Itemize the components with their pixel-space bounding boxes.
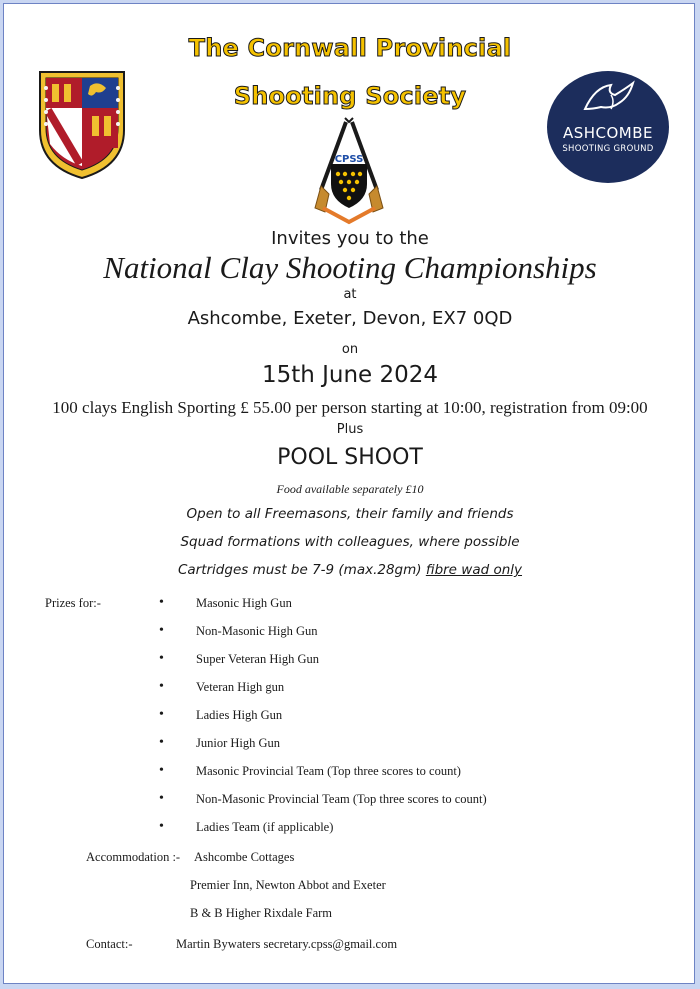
prize-item: Non-Masonic High Gun bbox=[196, 624, 318, 638]
pool-shoot-heading: POOL SHOOT bbox=[277, 445, 423, 470]
cpss-crossed-guns-logo bbox=[313, 116, 385, 228]
prize-item: Ladies High Gun bbox=[196, 708, 283, 722]
event-date: 15th June 2024 bbox=[261, 362, 439, 388]
cartridges-text: Cartridges must be 7-9 (max.28gm) bbox=[177, 562, 426, 578]
society-title-line-2: Shooting Society bbox=[233, 82, 467, 110]
contact-details: Martin Bywaters secretary.cpss@gmail.com bbox=[176, 937, 398, 951]
bullet-icon: • bbox=[159, 595, 164, 610]
on-word: on bbox=[341, 342, 359, 357]
prize-item: Masonic Provincial Team (Top three scores to count) bbox=[196, 764, 461, 778]
society-title-line-1: The Cornwall Provincial bbox=[188, 34, 512, 62]
bullet-icon: • bbox=[159, 735, 164, 750]
prize-item: Non-Masonic Provincial Team (Top three scores to count) bbox=[196, 792, 487, 806]
accommodation-option: B & B Higher Rixdale Farm bbox=[190, 906, 332, 920]
prize-item: Junior High Gun bbox=[196, 736, 281, 750]
at-word: at bbox=[343, 287, 357, 302]
bullet-icon: • bbox=[159, 791, 164, 806]
prizes-label: Prizes for:- bbox=[45, 596, 101, 610]
food-note: Food available separately £10 bbox=[276, 482, 424, 496]
accommodation-label: Accommodation :- bbox=[86, 850, 181, 864]
fibre-wad-note: fibre wad only bbox=[425, 562, 523, 578]
cpss-logo-text: CPSS bbox=[334, 154, 364, 165]
provincial-crest-icon bbox=[36, 68, 128, 180]
price-line: 100 clays English Sporting £ 55.00 per person starting at 10:00, registration from 09:00 bbox=[52, 398, 648, 417]
accommodation-option: Ashcombe Cottages bbox=[194, 850, 295, 864]
bullet-icon: • bbox=[159, 679, 164, 694]
squad-line: Squad formations with colleagues, where possible bbox=[180, 534, 520, 550]
venue-address: Ashcombe, Exeter, Devon, EX7 0QD bbox=[187, 308, 513, 329]
bullet-icon: • bbox=[159, 819, 164, 834]
eagle-icon bbox=[581, 79, 637, 121]
contact-label: Contact:- bbox=[86, 937, 133, 951]
ashcombe-logo-name: ASHCOMBE bbox=[562, 124, 654, 142]
prize-item: Veteran High gun bbox=[196, 680, 285, 694]
invite-intro: Invites you to the bbox=[271, 228, 429, 249]
bullet-icon: • bbox=[159, 651, 164, 666]
prize-item: Super Veteran High Gun bbox=[196, 652, 320, 666]
bullet-icon: • bbox=[159, 623, 164, 638]
bullet-icon: • bbox=[159, 707, 164, 722]
ashcombe-logo-subtitle: SHOOTING GROUND bbox=[562, 144, 654, 154]
open-to-line: Open to all Freemasons, their family and friends bbox=[186, 506, 514, 522]
prize-item: Ladies Team (if applicable) bbox=[196, 820, 334, 834]
cartridges-line bbox=[0, 562, 700, 578]
ashcombe-logo bbox=[547, 71, 669, 183]
bullet-icon: • bbox=[159, 763, 164, 778]
plus-word: Plus bbox=[336, 422, 364, 437]
accommodation-option: Premier Inn, Newton Abbot and Exeter bbox=[190, 878, 386, 892]
event-name: National Clay Shooting Championships bbox=[103, 250, 597, 285]
prize-item: Masonic High Gun bbox=[196, 596, 292, 610]
